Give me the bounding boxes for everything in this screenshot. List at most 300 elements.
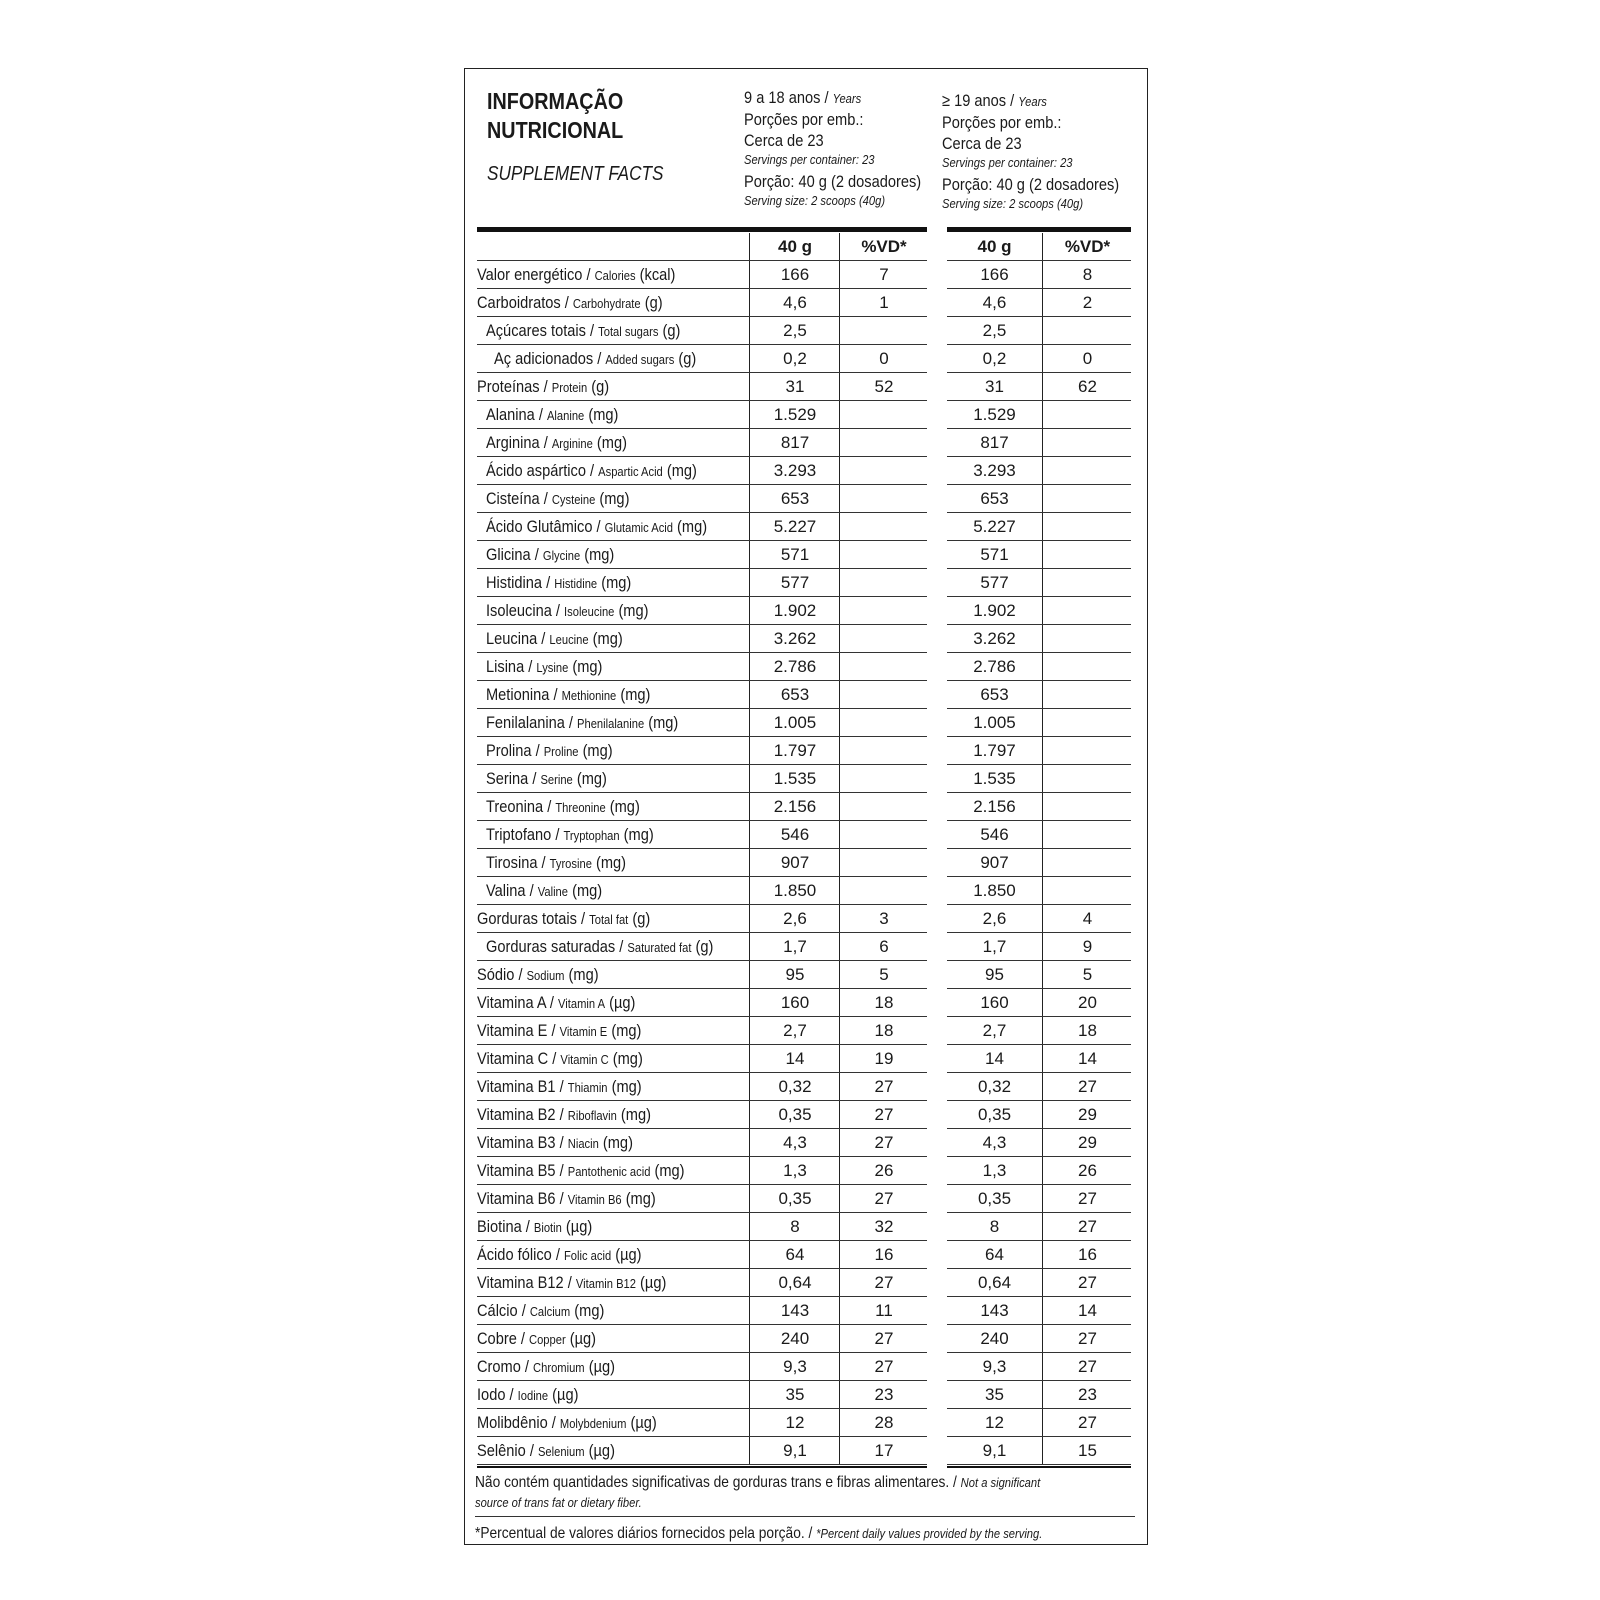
table-row <box>477 1297 1133 1325</box>
table-row <box>477 1269 1133 1297</box>
dv-9-18 <box>839 681 928 709</box>
dv-19-plus: 27 <box>1042 1073 1132 1101</box>
amount-9-18: 2,6 <box>749 905 840 933</box>
dv-19-plus <box>1042 513 1132 541</box>
nutrient-name <box>477 289 749 317</box>
amount-19-plus: 0,35 <box>977 1189 1012 1208</box>
nutrient-name-en: Arginine <box>551 436 593 451</box>
dv-19-plus: 27 <box>1042 1409 1132 1437</box>
nutrient-name-en: Threonine <box>555 800 606 815</box>
nutrient-name <box>477 1297 749 1325</box>
amount-19-plus: 3.262 <box>973 629 1016 648</box>
nutrient-name <box>477 513 758 541</box>
table-row <box>477 849 1133 877</box>
nutrient-name-pt: Vitamina B1 / <box>477 1077 568 1096</box>
table-row <box>477 401 1133 429</box>
nutrient-unit: (mg) <box>607 1077 642 1096</box>
nutrient-unit: (µg) <box>626 1413 657 1432</box>
amount-19-plus: 817 <box>980 433 1009 452</box>
dv-9-18 <box>839 541 928 569</box>
amount-19-plus: 2,5 <box>982 321 1007 340</box>
nutrient-name-en: Serine <box>540 772 573 787</box>
nutrient-name-pt: Histidina / <box>486 573 555 592</box>
amount-9-18: 1,3 <box>749 1157 840 1185</box>
amount-19-plus: 546 <box>980 825 1009 844</box>
amount-19-plus: 3.293 <box>973 461 1016 480</box>
nutrient-name <box>477 373 749 401</box>
nutrient-name <box>477 793 758 821</box>
table-row <box>477 961 1133 989</box>
nutrient-name-en: Biotin <box>533 1220 562 1235</box>
nutrient-unit: (mg) <box>607 1021 642 1040</box>
dv-19-plus: 27 <box>1042 1269 1132 1297</box>
dv-9-18 <box>839 821 928 849</box>
dv-19-plus: 16 <box>1042 1241 1132 1269</box>
table-row <box>477 373 1133 401</box>
servings-count: Cerca de 23 <box>942 134 1022 153</box>
nutrient-name-en: Carbohydrate <box>572 296 641 311</box>
nutrient-name-en: Chromium <box>533 1360 585 1375</box>
amount-9-18: 4,3 <box>749 1129 840 1157</box>
nutrient-unit: (µg) <box>611 1245 642 1264</box>
dv-9-18 <box>839 429 928 457</box>
amount-19-plus: 0,35 <box>977 1105 1012 1124</box>
amount-9-18: 240 <box>749 1325 840 1353</box>
amount-9-18: 0,2 <box>749 345 840 373</box>
amount-9-18: 0,32 <box>749 1073 840 1101</box>
footnote-daily-values <box>475 1524 1042 1544</box>
amount-9-18: 0,35 <box>749 1101 840 1129</box>
nutrient-name-en: Vitamin A <box>558 996 606 1011</box>
nutrient-unit: (mg) <box>592 433 627 452</box>
nutrient-name-en: Copper <box>529 1332 566 1347</box>
nutrient-name <box>477 737 758 765</box>
amount-19-plus: 160 <box>980 993 1009 1012</box>
nutrient-name <box>477 1325 749 1353</box>
dv-19-plus: 20 <box>1042 989 1132 1017</box>
amount-19-plus: 9,3 <box>982 1357 1007 1376</box>
nutrient-name <box>477 457 758 485</box>
nutrient-name <box>477 765 758 793</box>
nutrient-unit: (mg) <box>595 489 630 508</box>
nutrient-name <box>477 821 758 849</box>
nutrient-name <box>477 1045 749 1073</box>
nutrient-name-pt: Valina / <box>486 881 538 900</box>
nutrient-name-pt: Sódio / <box>477 965 527 984</box>
amount-19-plus: 14 <box>985 1049 1004 1068</box>
nutrient-name <box>477 541 758 569</box>
amount-19-plus: 31 <box>985 377 1004 396</box>
amount-9-18: 2.786 <box>749 653 840 681</box>
nutrient-unit: (kcal) <box>635 265 676 284</box>
amount-19-plus: 577 <box>980 573 1009 592</box>
amount-19-plus: 1.797 <box>973 741 1016 760</box>
nutrient-name-pt: Molibdênio / <box>477 1413 560 1432</box>
nutrient-name-en: Tryptophan <box>563 828 620 843</box>
nutrient-name-pt: Ácido fólico / <box>477 1245 564 1264</box>
nutrient-unit: (mg) <box>597 573 632 592</box>
dv-19-plus: 27 <box>1042 1325 1132 1353</box>
nutrient-name-en: Saturated fat <box>627 940 692 955</box>
dv-9-18: 27 <box>839 1101 928 1129</box>
nutrient-name-en: Total fat <box>589 912 629 927</box>
nutrient-unit: (µg) <box>584 1357 615 1376</box>
nutrient-unit: (mg) <box>588 629 623 648</box>
dv-19-plus <box>1042 765 1132 793</box>
nutrient-name-en: Lysine <box>536 660 569 675</box>
nutrient-name <box>477 1269 749 1297</box>
footnote-divider <box>475 1516 1135 1517</box>
nutrient-name-pt: Cobre / <box>477 1329 530 1348</box>
dv-9-18: 5 <box>839 961 928 989</box>
nutrient-unit: (mg) <box>572 769 607 788</box>
amount-9-18: 95 <box>749 961 840 989</box>
header-dv-9-18: %VD* <box>839 233 928 261</box>
nutrient-name-en: Calcium <box>529 1304 571 1319</box>
table-row <box>477 1437 1133 1465</box>
dv-19-plus: 29 <box>1042 1101 1132 1129</box>
table-row <box>477 1157 1133 1185</box>
amount-19-plus: 166 <box>980 265 1009 284</box>
nutrient-name-pt: Selênio / <box>477 1441 538 1460</box>
nutrition-table <box>477 233 1133 1465</box>
table-row <box>477 1353 1133 1381</box>
nutrient-name-en: Total sugars <box>598 324 659 339</box>
amount-9-18: 4,6 <box>749 289 840 317</box>
nutrient-unit: (g) <box>640 293 663 312</box>
nutrient-name-en: Glutamic Acid <box>604 520 673 535</box>
nutrient-name <box>477 1437 749 1465</box>
amount-19-plus: 1,3 <box>982 1161 1007 1180</box>
nutrient-unit: (mg) <box>621 1189 656 1208</box>
nutrient-unit: (µg) <box>548 1385 579 1404</box>
age-range: 9 a 18 anos / <box>744 88 833 107</box>
servings-label: Porções por emb.: <box>744 110 864 129</box>
nutrient-name-pt: Proteínas / <box>477 377 552 396</box>
nutrient-name-en: Glycine <box>542 548 581 563</box>
dv-9-18 <box>839 765 928 793</box>
amount-19-plus: 2.786 <box>973 657 1016 676</box>
amount-9-18: 143 <box>749 1297 840 1325</box>
table-row <box>477 989 1133 1017</box>
nutrient-name-en: Calories <box>594 268 636 283</box>
dv-9-18: 27 <box>839 1185 928 1213</box>
amount-19-plus: 4,6 <box>982 293 1007 312</box>
nutrient-name-pt: Vitamina B2 / <box>477 1105 568 1124</box>
nutrient-name <box>477 485 758 513</box>
nutrient-name <box>477 877 758 905</box>
dv-9-18: 27 <box>839 1353 928 1381</box>
nutrient-unit: (mg) <box>568 657 603 676</box>
dv-19-plus: 62 <box>1042 373 1132 401</box>
nutrient-name <box>477 1409 749 1437</box>
nutrient-name-pt: Glicina / <box>486 545 543 564</box>
dv-9-18: 26 <box>839 1157 928 1185</box>
dv-9-18 <box>839 569 928 597</box>
nutrient-name-en: Alanine <box>546 408 585 423</box>
nutrient-unit: (µg) <box>561 1217 593 1236</box>
table-row <box>477 765 1133 793</box>
table-row <box>477 597 1133 625</box>
dv-19-plus <box>1042 625 1132 653</box>
nutrient-name-pt: Vitamina B5 / <box>477 1161 568 1180</box>
dv-9-18: 27 <box>839 1129 928 1157</box>
amount-19-plus: 0,32 <box>977 1077 1012 1096</box>
dv-19-plus <box>1042 541 1132 569</box>
amount-19-plus: 1.529 <box>973 405 1016 424</box>
dv-9-18: 6 <box>839 933 928 961</box>
nutrient-name <box>477 905 749 933</box>
dv-19-plus <box>1042 737 1132 765</box>
amount-19-plus: 1,7 <box>982 937 1007 956</box>
dv-19-plus: 14 <box>1042 1297 1132 1325</box>
amount-9-18: 653 <box>749 485 840 513</box>
footnote-trans-fat <box>475 1473 1060 1513</box>
dv-19-plus <box>1042 401 1132 429</box>
nutrient-unit: (µg) <box>565 1329 597 1348</box>
nutrient-unit: (mg) <box>580 545 615 564</box>
nutrient-name-pt: Cromo / <box>477 1357 534 1376</box>
amount-19-plus: 653 <box>980 685 1009 704</box>
dv-19-plus: 9 <box>1042 933 1132 961</box>
amount-9-18: 0,64 <box>749 1269 840 1297</box>
dv-9-18: 28 <box>839 1409 928 1437</box>
dv-9-18 <box>839 709 928 737</box>
nutrient-unit: (mg) <box>619 825 654 844</box>
nutrient-unit: (g) <box>691 937 714 956</box>
amount-9-18: 2,7 <box>749 1017 840 1045</box>
nutrient-name-pt: Treonina / <box>486 797 556 816</box>
nutrient-name-en: Vitamin C <box>560 1052 609 1067</box>
amount-9-18: 12 <box>749 1409 840 1437</box>
table-row <box>477 317 1133 345</box>
nutrient-name-en: Phenilalanine <box>577 716 645 731</box>
nutrient-name-en: Vitamin B12 <box>575 1276 636 1291</box>
nutrient-name-en: Aspartic Acid <box>598 464 663 479</box>
dv-19-plus <box>1042 569 1132 597</box>
dv-19-plus <box>1042 793 1132 821</box>
dv-9-18 <box>839 457 928 485</box>
nutrient-name-en: Isoleucine <box>564 604 615 619</box>
amount-9-18: 546 <box>749 821 840 849</box>
age-range: ≥ 19 anos / <box>942 91 1019 110</box>
nutrient-name-pt: Fenilalanina / <box>486 713 578 732</box>
table-row <box>477 625 1133 653</box>
nutrient-name <box>477 1381 749 1409</box>
nutrient-name <box>477 1129 749 1157</box>
dv-19-plus <box>1042 821 1132 849</box>
nutrient-unit: (mg) <box>616 1105 651 1124</box>
dv-9-18: 17 <box>839 1437 928 1465</box>
dv-9-18: 3 <box>839 905 928 933</box>
nutrient-name <box>477 1157 749 1185</box>
nutrient-name-en: Folic acid <box>563 1248 612 1263</box>
dv-9-18: 27 <box>839 1073 928 1101</box>
nutrient-unit: (mg) <box>614 601 649 620</box>
nutrient-name <box>477 401 758 429</box>
dv-19-plus: 5 <box>1042 961 1132 989</box>
nutrient-name <box>477 849 758 877</box>
amount-19-plus: 2.156 <box>973 797 1016 816</box>
nutrient-unit: (g) <box>628 909 651 928</box>
dv-9-18 <box>839 317 928 345</box>
nutrient-name <box>477 625 758 653</box>
nutrient-name-pt: Serina / <box>486 769 541 788</box>
nutrient-name-pt: Iodo / <box>477 1385 518 1404</box>
dv-19-plus <box>1042 597 1132 625</box>
amount-19-plus: 12 <box>985 1413 1004 1432</box>
amount-9-18: 160 <box>749 989 840 1017</box>
amount-19-plus: 1.535 <box>973 769 1016 788</box>
table-row <box>477 485 1133 513</box>
table-row <box>477 1325 1133 1353</box>
dv-9-18 <box>839 401 928 429</box>
amount-19-plus: 0,64 <box>977 1273 1012 1292</box>
nutrient-name-pt: Lisina / <box>486 657 537 676</box>
dv-9-18: 16 <box>839 1241 928 1269</box>
nutrient-unit: (mg) <box>672 517 708 536</box>
dv-9-18: 7 <box>839 261 928 289</box>
amount-9-18: 2.156 <box>749 793 840 821</box>
dv-9-18 <box>839 597 928 625</box>
dv-9-18: 52 <box>839 373 928 401</box>
amount-9-18: 1.850 <box>749 877 840 905</box>
amount-9-18: 1.535 <box>749 765 840 793</box>
nutrient-name-pt: Arginina / <box>486 433 552 452</box>
amount-9-18: 14 <box>749 1045 840 1073</box>
nutrient-unit: (µg) <box>635 1273 667 1292</box>
nutrient-unit: (mg) <box>608 1049 643 1068</box>
dv-9-18: 27 <box>839 1269 928 1297</box>
amount-9-18: 64 <box>749 1241 840 1269</box>
dv-9-18: 23 <box>839 1381 928 1409</box>
table-row <box>477 821 1133 849</box>
nutrient-unit: (mg) <box>598 1133 633 1152</box>
nutrient-name-en: Cysteine <box>551 492 596 507</box>
amount-9-18: 1,7 <box>749 933 840 961</box>
nutrient-name-en: Protein <box>551 380 588 395</box>
nutrient-name-en: Tyrosine <box>549 856 592 871</box>
nutrient-unit: (g) <box>674 349 697 368</box>
dv-9-18 <box>839 737 928 765</box>
nutrient-name <box>477 261 749 289</box>
table-row <box>477 1213 1133 1241</box>
dv-19-plus: 18 <box>1042 1017 1132 1045</box>
nutrient-name <box>477 1241 749 1269</box>
nutrient-unit: (mg) <box>568 881 603 900</box>
nutrient-unit: (mg) <box>644 713 679 732</box>
nutrient-unit: (mg) <box>616 685 651 704</box>
amount-19-plus: 9,1 <box>982 1441 1007 1460</box>
title-line-1: INFORMAÇÃO <box>487 88 624 114</box>
nutrient-name-pt: Gorduras totais / <box>477 909 590 928</box>
dv-19-plus <box>1042 317 1132 345</box>
nutrient-name-pt: Vitamina B3 / <box>477 1133 568 1152</box>
nutrient-unit: (mg) <box>591 853 627 872</box>
dv-9-18: 11 <box>839 1297 928 1325</box>
table-header-nutrient <box>477 233 749 261</box>
dv-19-plus: 2 <box>1042 289 1132 317</box>
amount-19-plus: 907 <box>980 853 1009 872</box>
age-range-en: Years <box>1018 94 1047 109</box>
amount-9-18: 31 <box>749 373 840 401</box>
nutrient-name-pt: Metionina / <box>486 685 562 704</box>
dv-9-18: 1 <box>839 289 928 317</box>
table-row <box>477 737 1133 765</box>
nutrient-name-pt: Vitamina B12 / <box>477 1273 576 1292</box>
dv-19-plus <box>1042 429 1132 457</box>
amount-9-18: 9,3 <box>749 1353 840 1381</box>
nutrient-unit: (mg) <box>605 797 640 816</box>
nutrient-name-pt: Vitamina A / <box>477 993 559 1012</box>
dv-19-plus: 8 <box>1042 261 1132 289</box>
nutrient-name-pt: Ácido Glutâmico / <box>486 517 605 536</box>
nutrient-name-pt: Triptofano / <box>486 825 564 844</box>
dv-19-plus: 0 <box>1042 345 1132 373</box>
nutrient-name <box>477 709 758 737</box>
nutrient-name-en: Sodium <box>526 968 565 983</box>
nutrient-name-en: Thiamin <box>567 1080 608 1095</box>
nutrient-name-en: Pantothenic acid <box>567 1164 651 1179</box>
servings-en: Servings per container: 23 <box>942 155 1073 170</box>
amount-19-plus: 1.005 <box>973 713 1016 732</box>
dv-19-plus: 23 <box>1042 1381 1132 1409</box>
dv-19-plus: 26 <box>1042 1157 1132 1185</box>
dv-9-18: 0 <box>839 345 928 373</box>
header-divider-right <box>947 227 1131 232</box>
dv-9-18 <box>839 513 928 541</box>
nutrient-name <box>477 961 749 989</box>
dv-19-plus: 27 <box>1042 1353 1132 1381</box>
amount-19-plus: 35 <box>985 1385 1004 1404</box>
servings-en: Servings per container: 23 <box>744 152 875 167</box>
dv-19-plus <box>1042 653 1132 681</box>
nutrient-name-pt: Gorduras saturadas / <box>486 937 628 956</box>
dv-9-18: 18 <box>839 1017 928 1045</box>
servings-count: Cerca de 23 <box>744 131 824 150</box>
table-row <box>477 457 1133 485</box>
age-range-en: Years <box>832 91 862 106</box>
nutrient-unit: (mg) <box>584 405 619 424</box>
amount-9-18: 1.005 <box>749 709 840 737</box>
amount-19-plus: 653 <box>980 489 1009 508</box>
dv-9-18 <box>839 849 928 877</box>
footnote-daily-values-en: *Percent daily values provided by the serving. <box>816 1526 1043 1541</box>
table-row <box>477 681 1133 709</box>
nutrient-name-en: Vitamin B6 <box>567 1192 622 1207</box>
amount-9-18: 0,35 <box>749 1185 840 1213</box>
table-row <box>477 1017 1133 1045</box>
nutrient-name-pt: Vitamina E / <box>477 1021 560 1040</box>
nutrient-name <box>477 1073 749 1101</box>
dv-9-18 <box>839 625 928 653</box>
servings-label: Porções por emb.: <box>942 113 1062 132</box>
amount-9-18: 577 <box>749 569 840 597</box>
dv-19-plus: 14 <box>1042 1045 1132 1073</box>
dv-9-18: 18 <box>839 989 928 1017</box>
dv-19-plus: 29 <box>1042 1129 1132 1157</box>
dv-19-plus: 27 <box>1042 1185 1132 1213</box>
nutrient-name-pt: Ácido aspártico / <box>486 461 599 480</box>
nutrient-name-pt: Cálcio / <box>477 1301 530 1320</box>
dv-19-plus <box>1042 681 1132 709</box>
amount-9-18: 8 <box>749 1213 840 1241</box>
table-row <box>477 933 1133 961</box>
table-row <box>477 905 1133 933</box>
nutrient-name <box>477 317 758 345</box>
nutrient-name <box>477 989 749 1017</box>
amount-9-18: 3.262 <box>749 625 840 653</box>
